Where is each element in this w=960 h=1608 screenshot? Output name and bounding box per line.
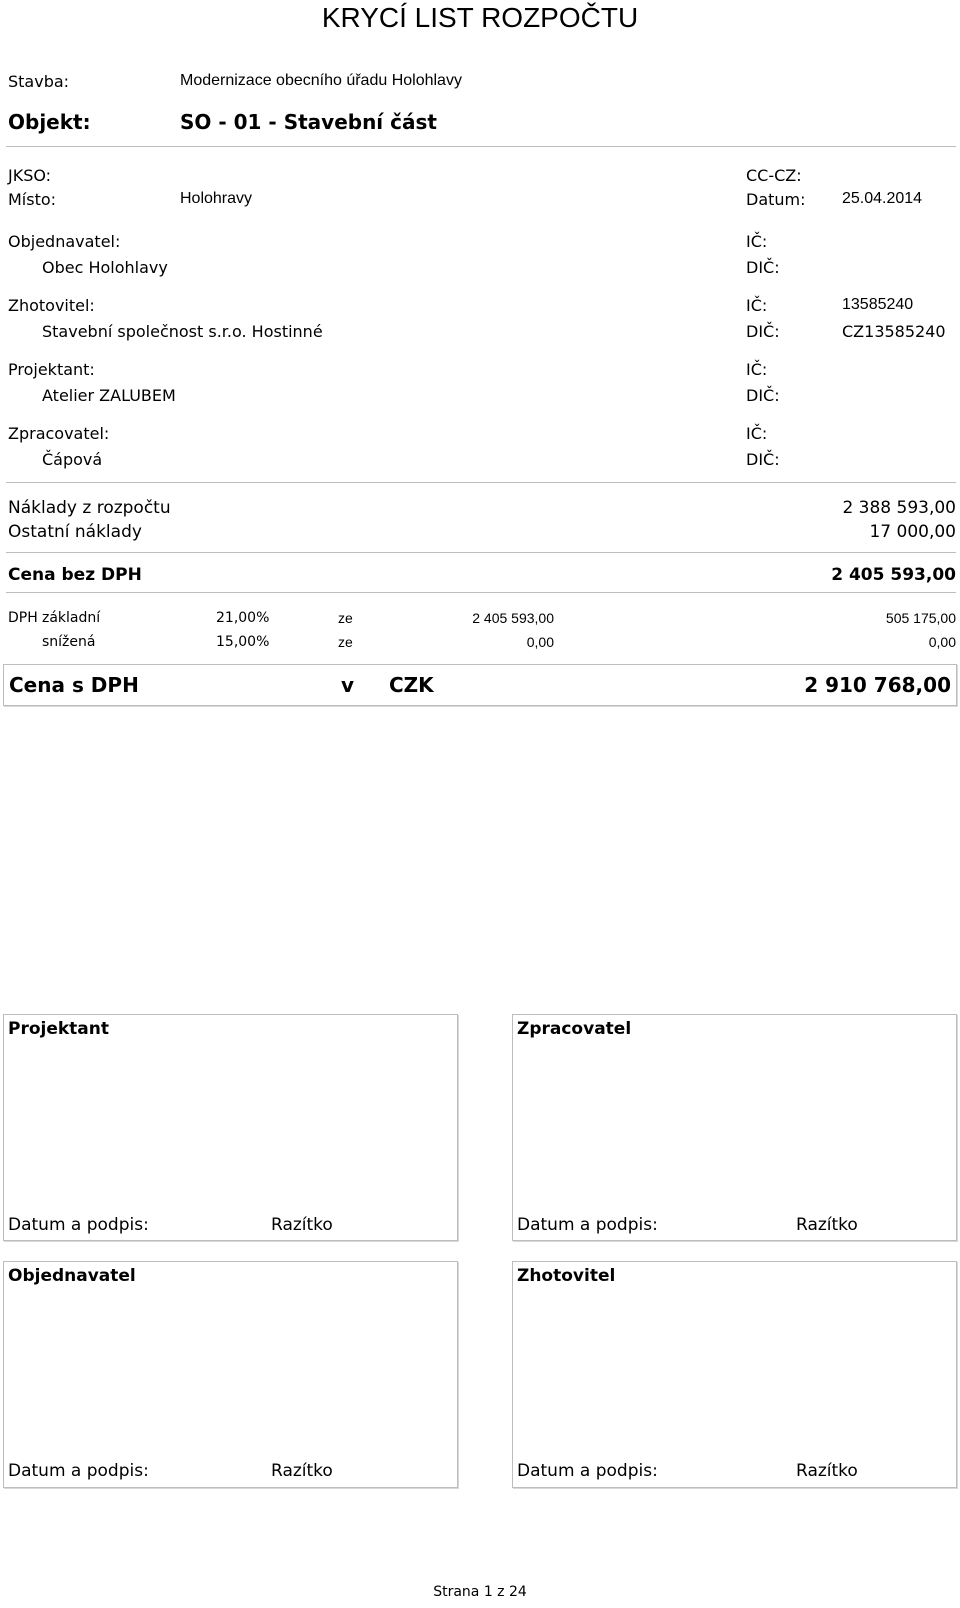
dph-type: snížená xyxy=(42,634,96,650)
zhotovitel-name: Stavební společnost s.r.o. Hostinné xyxy=(42,322,323,341)
divider xyxy=(6,592,956,593)
objekt-label: Objekt: xyxy=(8,110,91,134)
stavba-label: Stavba: xyxy=(8,72,70,91)
zhotovitel-dic-label: DIČ: xyxy=(746,322,780,341)
signature-box-title: Projektant xyxy=(8,1019,110,1039)
projektant-label: Projektant: xyxy=(8,360,95,379)
dph-base: 2 405 593,00 xyxy=(472,610,554,626)
zpracovatel-label: Zpracovatel: xyxy=(8,424,110,443)
datum-podpis-label: Datum a podpis: xyxy=(517,1461,658,1481)
ostatni-label: Ostatní náklady xyxy=(8,522,142,542)
misto-label: Místo: xyxy=(8,190,57,209)
naklady-value: 2 388 593,00 xyxy=(842,498,956,518)
cccz-label: CC-CZ: xyxy=(746,166,802,185)
zhotovitel-dic-value: CZ13585240 xyxy=(842,322,946,341)
divider xyxy=(6,482,956,483)
total-label: Cena s DPH xyxy=(9,673,139,697)
signature-box-zpracovatel xyxy=(512,1014,957,1241)
objednavatel-name: Obec Holohlavy xyxy=(42,258,168,277)
projektant-dic-label: DIČ: xyxy=(746,386,780,405)
page-number: Strana 1 z 24 xyxy=(433,1584,527,1600)
zhotovitel-ic-value: 13585240 xyxy=(842,296,914,313)
dph-ze: ze xyxy=(338,634,353,650)
signature-box-title: Zhotovitel xyxy=(517,1266,616,1286)
total-currency: CZK xyxy=(389,673,434,697)
datum-label: Datum: xyxy=(746,190,806,209)
divider xyxy=(6,552,956,553)
razitko-label: Razítko xyxy=(796,1461,858,1481)
zpracovatel-ic-label: IČ: xyxy=(746,424,768,443)
dph-rate: 15,00% xyxy=(216,634,270,650)
dph-label: DPH xyxy=(8,610,38,626)
divider xyxy=(6,146,956,147)
jkso-label: JKSO: xyxy=(8,166,52,185)
naklady-label: Náklady z rozpočtu xyxy=(8,498,171,518)
zhotovitel-label: Zhotovitel: xyxy=(8,296,95,315)
zhotovitel-ic-label: IČ: xyxy=(746,296,768,315)
objednavatel-ic-label: IČ: xyxy=(746,232,768,251)
signature-box-projektant xyxy=(3,1014,458,1241)
signature-box-title: Objednavatel xyxy=(8,1266,136,1286)
projektant-ic-label: IČ: xyxy=(746,360,768,379)
objednavatel-dic-label: DIČ: xyxy=(746,258,780,277)
dph-type: základní xyxy=(42,610,101,626)
signature-box-zhotovitel xyxy=(512,1261,957,1488)
total-box xyxy=(3,664,957,706)
razitko-label: Razítko xyxy=(796,1215,858,1235)
total-v: v xyxy=(341,673,355,697)
stavba-value: Modernizace obecního úřadu Holohlavy xyxy=(180,72,462,89)
total-value: 2 910 768,00 xyxy=(804,673,951,697)
dph-ze: ze xyxy=(338,610,353,626)
razitko-label: Razítko xyxy=(271,1215,333,1235)
datum-podpis-label: Datum a podpis: xyxy=(517,1215,658,1235)
dph-amount: 0,00 xyxy=(928,634,956,650)
datum-value: 25.04.2014 xyxy=(842,190,923,207)
signature-box-objednavatel xyxy=(3,1261,458,1488)
dph-base: 0,00 xyxy=(526,634,554,650)
objekt-value: SO - 01 - Stavební část xyxy=(180,110,437,134)
dph-amount: 505 175,00 xyxy=(885,610,956,626)
page-title: KRYCÍ LIST ROZPOČTU xyxy=(321,2,639,33)
datum-podpis-label: Datum a podpis: xyxy=(8,1461,149,1481)
misto-value: Holohravy xyxy=(180,190,253,207)
razitko-label: Razítko xyxy=(271,1461,333,1481)
signature-box-title: Zpracovatel xyxy=(517,1019,632,1039)
ostatni-value: 17 000,00 xyxy=(869,522,956,542)
zpracovatel-dic-label: DIČ: xyxy=(746,450,780,469)
bez-dph-value: 2 405 593,00 xyxy=(831,565,956,585)
zpracovatel-name: Čápová xyxy=(42,450,103,469)
dph-rate: 21,00% xyxy=(216,610,270,626)
projektant-name: Atelier ZALUBEM xyxy=(42,386,176,405)
datum-podpis-label: Datum a podpis: xyxy=(8,1215,149,1235)
bez-dph-label: Cena bez DPH xyxy=(8,565,142,585)
objednavatel-label: Objednavatel: xyxy=(8,232,121,251)
